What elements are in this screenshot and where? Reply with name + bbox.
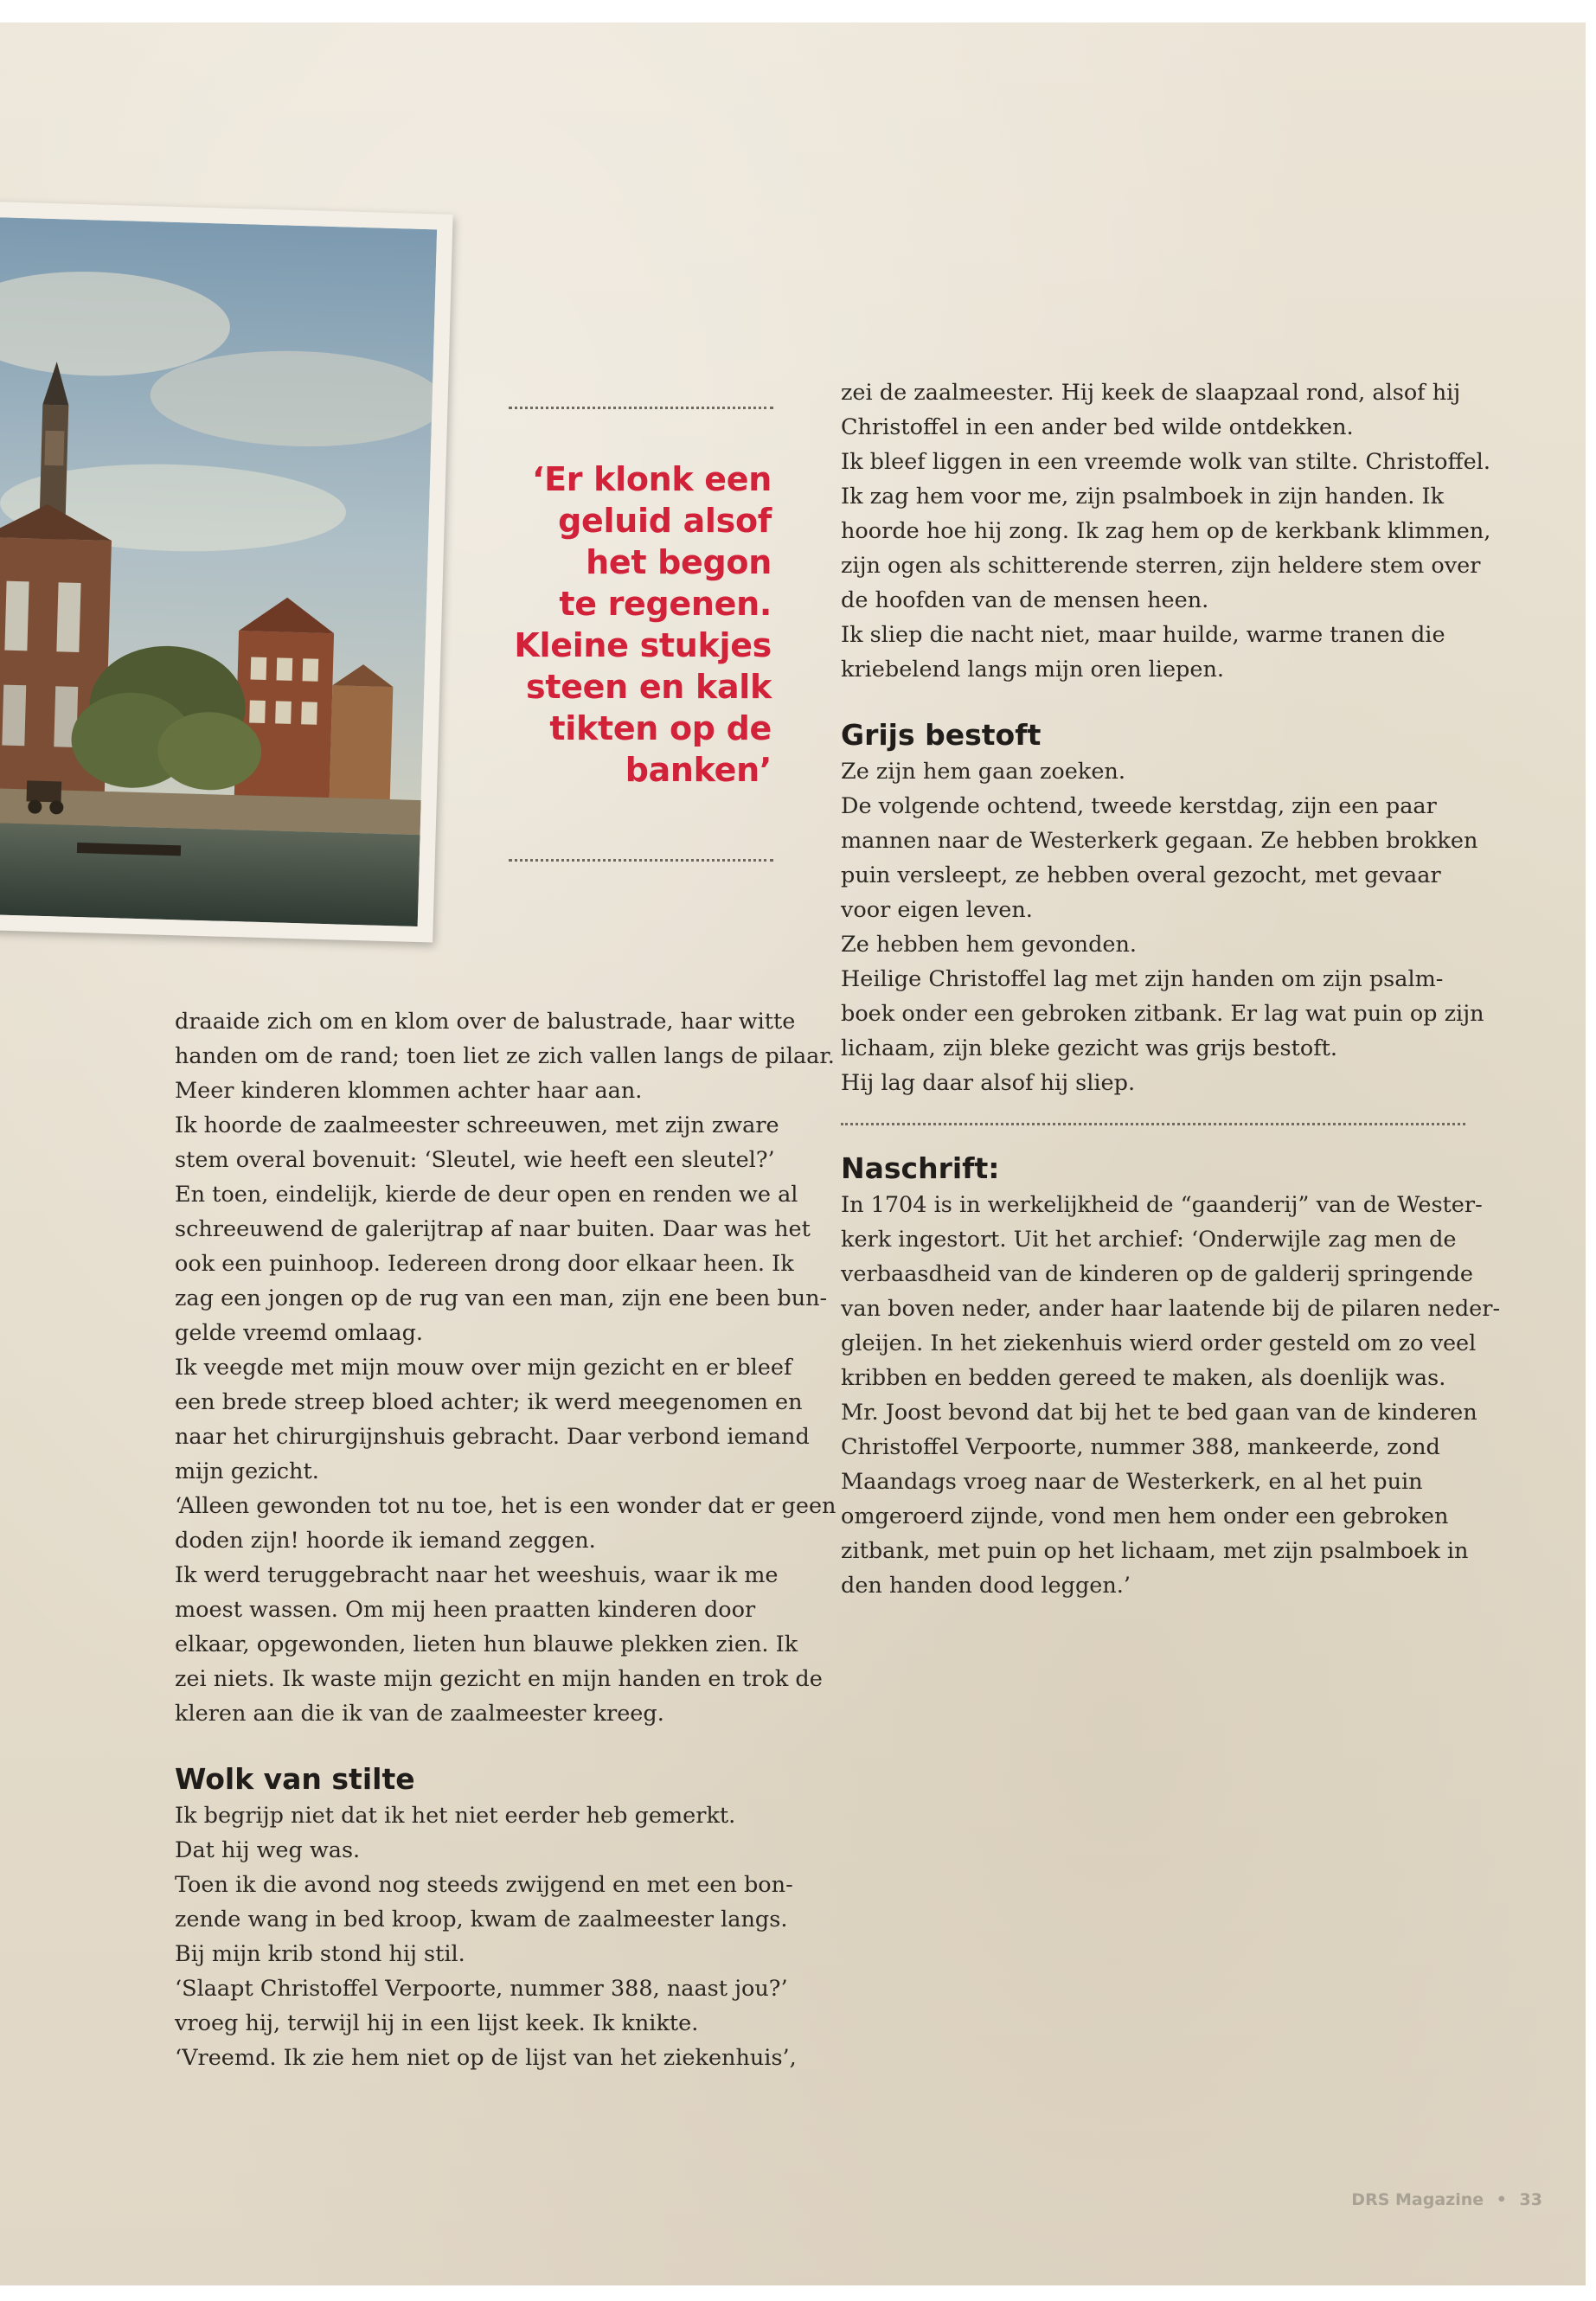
body-line: ‘Vreemd. Ik zie hem niet op de lijst van het ziekenhuis’, [175, 2045, 797, 2071]
body-line: zei de zaalmeester. Hij keek de slaapzaal rond, alsof hij [841, 380, 1461, 406]
section-heading-wolk-van-stilte: Wolk van stilte [175, 1762, 415, 1796]
body-line: de hoofden van de mensen heen. [841, 587, 1209, 613]
quote-rule-bottom [509, 859, 773, 862]
right-column [841, 375, 1501, 1603]
page-number: 33 [1519, 2190, 1542, 2209]
body-line: ‘Slaapt Christoffel Verpoorte, nummer 388, naast jou?’ [175, 1976, 788, 2002]
body-line: Christoffel in een ander bed wilde ontdekken. [841, 414, 1354, 440]
body-line: Ik sliep die nacht niet, maar huilde, warme tranen die [841, 622, 1445, 648]
left-column [175, 1004, 836, 2075]
body-line: stem overal bovenuit: ‘Sleutel, wie heeft een sleutel?’ [175, 1147, 775, 1173]
body-line: Christoffel Verpoorte, nummer 388, mankeerde, zond [841, 1434, 1440, 1460]
body-line: Maandags vroeg naar de Westerkerk, en al het puin [841, 1469, 1423, 1495]
body-line: lichaam, zijn bleke gezicht was grijs bestoft. [841, 1035, 1337, 1061]
body-line: Toen ik die avond nog steeds zwijgend en met een bon- [175, 1872, 793, 1898]
body-line: moest wassen. Om mij heen praatten kinderen door [175, 1597, 756, 1623]
body-line: draaide zich om en klom over de balustrade, haar witte [175, 1009, 796, 1035]
body-line: van boven neder, ander haar laatende bij de pilaren neder- [841, 1296, 1501, 1322]
body-line: kleren aan die ik van de zaalmeester kreeg. [175, 1701, 664, 1727]
page-footer [1351, 2190, 1542, 2209]
westerkerk-painting [0, 217, 437, 926]
body-line: hoorde hoe hij zong. Ik zag hem op de kerkbank klimmen, [841, 518, 1491, 544]
section-gap [841, 687, 1481, 716]
body-line: mijn gezicht. [175, 1458, 319, 1484]
body-line: ook een puinhoop. Iedereen drong door elkaar heen. Ik [175, 1251, 794, 1277]
body-line: een brede streep bloed achter; ik werd meegenomen en [175, 1389, 803, 1415]
body-line: doden zijn! hoorde ik iemand zeggen. [175, 1528, 596, 1554]
body-line: vroeg hij, terwijl hij in een lijst keek. Ik knikte. [175, 2010, 699, 2036]
page-edge-bottom [0, 2285, 1596, 2301]
body-line: Ze hebben hem gevonden. [841, 932, 1138, 958]
body-line: gleijen. In het ziekenhuis wierd order gesteld om zo veel [841, 1330, 1477, 1356]
body-line: Ik zag hem voor me, zijn psalmboek in zijn handen. Ik [841, 484, 1445, 510]
body-line: naar het chirurgijnshuis gebracht. Daar verbond iemand [175, 1424, 810, 1450]
body-line: kerk ingestort. Uit het archief: ‘Onderwijle zag men de [841, 1227, 1457, 1253]
body-line: Ik bleef liggen in een vreemde wolk van stilte. Christoffel. [841, 449, 1490, 475]
body-line: De volgende ochtend, tweede kerstdag, zijn een paar [841, 793, 1437, 819]
body-line: zag een jongen op de rug van een man, zijn ene been bun- [175, 1285, 828, 1311]
body-line: voor eigen leven. [841, 897, 1033, 923]
body-line: In 1704 is in werkelijkheid de “gaanderij” van de Wester- [841, 1192, 1483, 1218]
body-line: Bij mijn krib stond hij stil. [175, 1941, 465, 1967]
body-line: zijn ogen als schitterende sterren, zijn heldere stem over [841, 553, 1481, 579]
section-heading-grijs-bestoft: Grijs bestoft [841, 718, 1042, 752]
section-heading-naschrift: Naschrift: [841, 1151, 1000, 1185]
body-line: Hij lag daar alsof hij sliep. [841, 1070, 1136, 1096]
magazine-name: DRS Magazine [1351, 2190, 1484, 2209]
pull-quote: ‘Er klonk een geluid alsof het begon te regenen. Kleine stukjes steen en kalk tikten op de banken’ [514, 460, 772, 789]
quote-rule-top [509, 407, 773, 409]
page-edge-top [0, 0, 1596, 22]
body-line: elkaar, opgewonden, lieten hun blauwe plekken zien. Ik [175, 1631, 798, 1657]
body-line: Dat hij weg was. [175, 1837, 361, 1863]
body-line: Heilige Christoffel lag met zijn handen om zijn psalm- [841, 966, 1444, 992]
body-line: zei niets. Ik waste mijn gezicht en mijn handen en trok de [175, 1666, 823, 1692]
section-divider [841, 1123, 1465, 1125]
body-line: Ik hoorde de zaalmeester schreeuwen, met zijn zware [175, 1112, 779, 1138]
body-line: ‘Alleen gewonden tot nu toe, het is een wonder dat er geen [175, 1493, 836, 1519]
body-line: omgeroerd zijnde, vond men hem onder een gebroken [841, 1503, 1449, 1529]
body-line: boek onder een gebroken zitbank. Er lag wat puin op zijn [841, 1001, 1484, 1027]
body-line: puin versleept, ze hebben overal gezocht, met gevaar [841, 862, 1441, 888]
page-edge-right [1586, 0, 1596, 2301]
body-line: gelde vreemd omlaag. [175, 1320, 423, 1346]
body-line: En toen, eindelijk, kierde de deur open en renden we al [175, 1182, 798, 1208]
body-line: zitbank, met puin op het lichaam, met zijn psalmboek in [841, 1538, 1469, 1564]
body-line: Ik veegde met mijn mouw over mijn gezicht en er bleef [175, 1355, 792, 1381]
body-line: kribben en bedden gereed te maken, als doenlijk was. [841, 1365, 1446, 1391]
body-line: schreeuwend de galerijtrap af naar buiten. Daar was het [175, 1216, 811, 1242]
westerkerk-painting-photo [0, 201, 453, 942]
body-line: mannen naar de Westerkerk gegaan. Ze hebben brokken [841, 828, 1478, 854]
footer-separator: • [1496, 2190, 1507, 2209]
body-line: Meer kinderen klommen achter haar aan. [175, 1078, 643, 1104]
body-line: zende wang in bed kroop, kwam de zaalmeester langs. [175, 1907, 788, 1932]
body-line: den handen dood leggen.’ [841, 1573, 1131, 1599]
body-line: Ze zijn hem gaan zoeken. [841, 759, 1125, 785]
body-line: kriebelend langs mijn oren liepen. [841, 657, 1224, 683]
body-line: verbaasdheid van de kinderen op de galderij springende [841, 1261, 1474, 1287]
body-line: handen om de rand; toen liet ze zich vallen langs de pilaar. [175, 1043, 835, 1069]
section-gap [175, 1731, 815, 1760]
body-line: Mr. Joost bevond dat bij het te bed gaan van de kinderen [841, 1400, 1477, 1426]
body-line: Ik begrijp niet dat ik het niet eerder heb gemerkt. [175, 1803, 736, 1829]
body-line: Ik werd teruggebracht naar het weeshuis, waar ik me [175, 1562, 779, 1588]
